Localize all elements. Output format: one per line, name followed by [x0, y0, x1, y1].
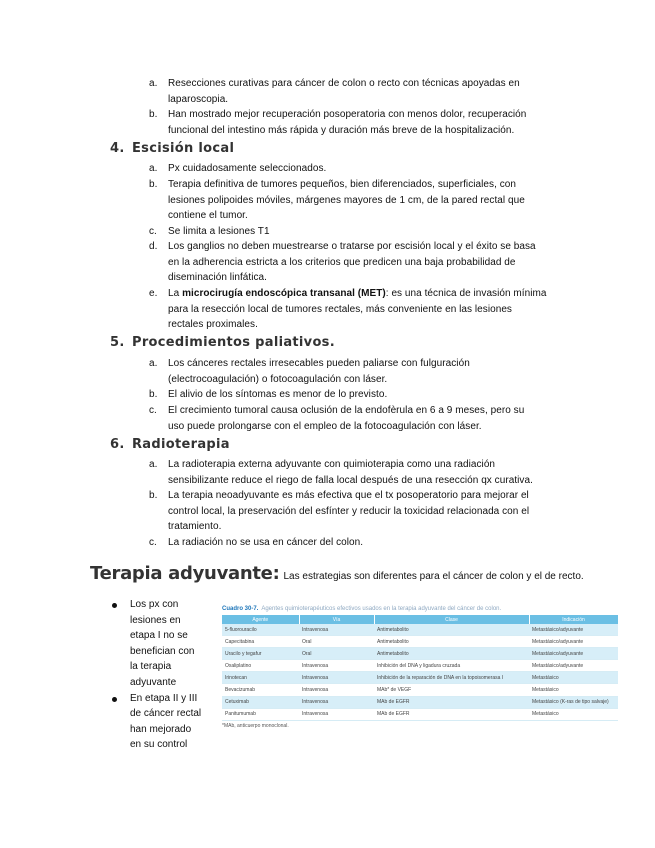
table-row: Panitumumab Intravenosa MAb de EGFR Metastásico — [222, 708, 618, 720]
column-header: Vía — [299, 615, 374, 624]
table-footnote: *MAb, anticuerpo monoclonal. — [222, 722, 289, 729]
list-item: b. Terapia definitiva de tumores pequeños, bien diferenciados, superficiales, con lesiones polipoides móviles, márgenes mayores de 1 cm, de la pared rectal que contiene el tumor. — [149, 179, 525, 221]
chemo-table — [222, 615, 619, 721]
bold-term: microcirugía endoscópica transanal (MET) — [182, 288, 386, 299]
list-item: a. La radioterapia externa adyuvante con quimioterapia como una radiación sensibilizante reduce el riego de falla local después de una resección qx curativa. — [149, 459, 533, 486]
section-heading: 4. Escisión local — [110, 141, 235, 156]
column-header: Indicación — [529, 615, 618, 624]
bullet-dot — [112, 603, 117, 608]
bullet-item: En etapa II y III de cáncer rectal han mejorado en su control — [112, 691, 212, 753]
list-item: d. Los ganglios no deben muestrearse o tratarse por escisión local y el éxito se basa en la adherencia estricta a los criterios que predicen una baja probabilidad de diseminación linfática. — [149, 241, 536, 283]
column-header: Clase — [374, 615, 529, 624]
list-item: b. El alivio de los síntomas es menor de lo previsto. — [149, 389, 388, 400]
section-heading: 5. Procedimientos paliativos. — [110, 335, 335, 350]
section-heading: 6. Radioterapia — [110, 437, 230, 452]
list-item: b. La terapia neoadyuvante es más efectiva que el tx posoperatorio para mejorar el control local, la preservación del esfínter y reducir la toxicidad relacionada con el tratamiento. — [149, 490, 530, 532]
adjuvant-heading: Terapia adyuvante: Las estrategias son diferentes para el cáncer de colon y el de recto. — [90, 563, 584, 584]
table-row: Uracilo y tegafur Oral Antimetabolito Metastásico/adyuvante — [222, 648, 618, 660]
table-row: Bevacizumab Intravenosa MAb* de VEGF Metastásico — [222, 684, 618, 696]
table-row: Irinotecan Intravenosa Inhibición de la reparación de DNA en la topoisomerasa I Metastásico — [222, 672, 618, 684]
table-row: Oxaliplatino Intravenosa Inhibición del DNA y ligadura cruzada Metastásico/adyuvante — [222, 660, 618, 672]
bullet-list — [112, 597, 212, 753]
list-item: a. Resecciones curativas para cáncer de colon o recto con técnicas apoyadas en laparoscopia. — [149, 78, 520, 105]
list-item: c. La radiación no se usa en cáncer del colon. — [149, 537, 364, 548]
table-header-row — [222, 615, 618, 624]
table-row: 5-fluorouracilo Intravenosa Antimetabolito Metastásico/adyuvante — [222, 624, 618, 636]
column-header: Agente — [222, 615, 299, 624]
list-item: c. El crecimiento tumoral causa oclusión de la endofèrula en 6 a 9 meses, pero su uso puede prolongarse con el empleo de la fotocoagulación con láser. — [149, 405, 525, 432]
list-item: c. Se limita a lesiones T1 — [149, 226, 270, 237]
list-item: b. Han mostrado mejor recuperación posoperatoria con menos dolor, recuperación funcional del intestino más rápida y duración más breve de la hospitalización. — [149, 109, 527, 136]
list-item: a. Px cuidadosamente seleccionados. — [149, 163, 327, 174]
bullet-item: Los px con lesiones en etapa I no se benefician con la terapia adyuvante — [112, 597, 212, 691]
list-item: e. La microcirugía endoscópica transanal (MET): es una técnica de invasión mínima para la resección local de tumores rectales, más conveniente en las lesiones rectales proximales. — [149, 288, 547, 330]
table-caption: Cuadro 30-7. Agentes quimioterapéuticos efectivos usados en la terapia adyuvante del cáncer de colon. — [222, 606, 502, 612]
chemo-table-figure — [222, 603, 618, 729]
table-row: Capecitabina Oral Antimetabolito Metastásico/adyuvante — [222, 636, 618, 648]
table-row: Cetuximab Intravenosa MAb de EGFR Metastásico (K-ras de tipo salvaje) — [222, 696, 618, 708]
bullet-dot — [112, 697, 117, 702]
list-item: a. Los cánceres rectales irresecables pueden paliarse con fulguración (electrocoagulación) o fotocoagulación con láser. — [149, 358, 470, 385]
